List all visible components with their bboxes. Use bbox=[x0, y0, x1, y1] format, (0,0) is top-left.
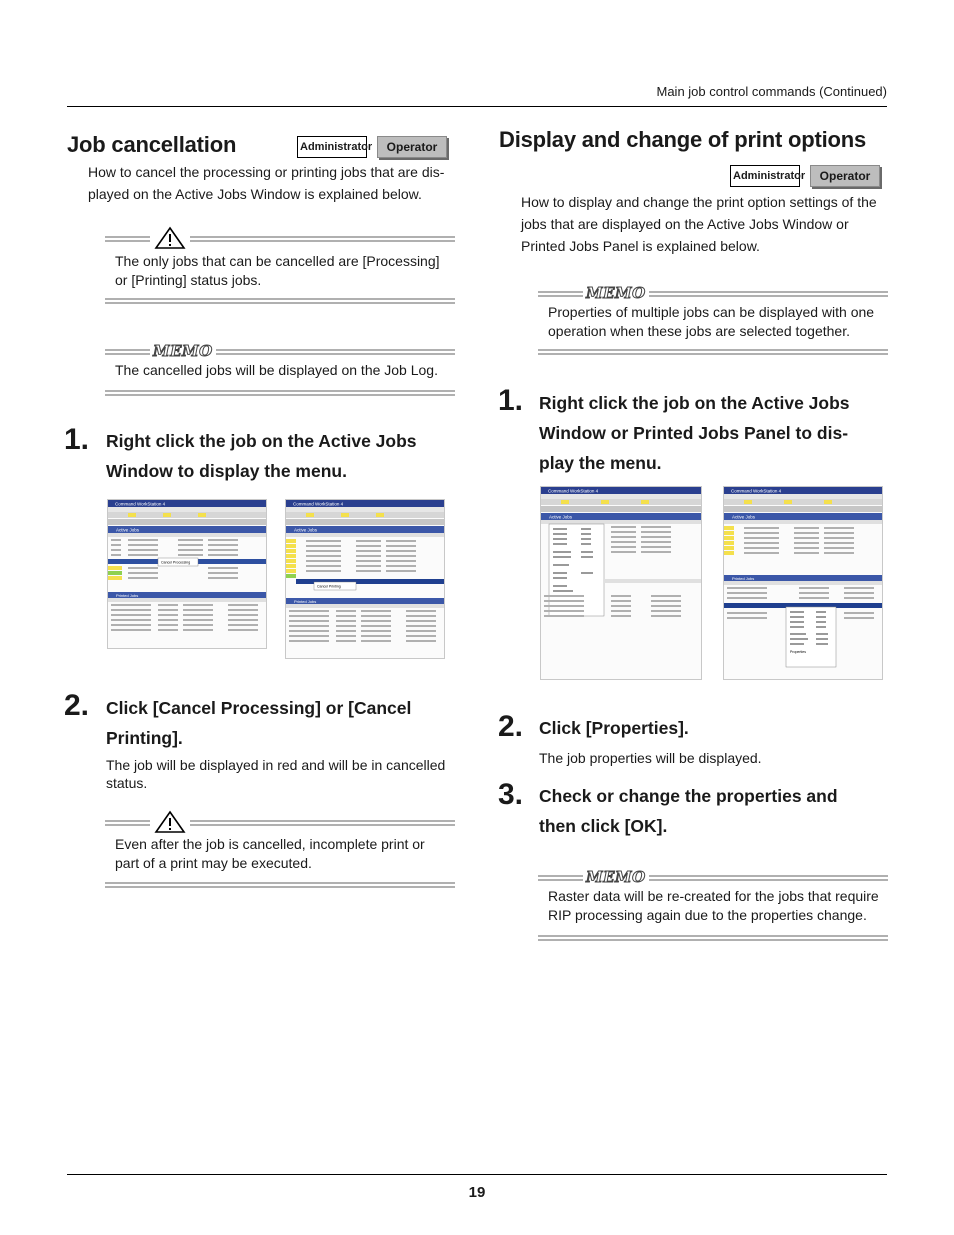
step-2-text: Click [Properties]. bbox=[539, 718, 689, 738]
step-number-3: 3. bbox=[498, 778, 524, 811]
caution-rule-bottom bbox=[105, 298, 455, 304]
memo-label: MEMO bbox=[583, 868, 649, 886]
caution-rule-right bbox=[190, 236, 455, 242]
svg-text:Active Jobs: Active Jobs bbox=[549, 514, 573, 520]
footer-rule bbox=[67, 1174, 887, 1175]
svg-text:Active Jobs: Active Jobs bbox=[732, 514, 756, 520]
svg-text:Printed Jobs: Printed Jobs bbox=[116, 592, 139, 598]
svg-text:Printed Jobs: Printed Jobs bbox=[732, 575, 755, 581]
page-number: 19 bbox=[468, 1184, 486, 1201]
screenshot-active-jobs-1 bbox=[107, 499, 267, 649]
svg-text:Command WorkStation 4: Command WorkStation 4 bbox=[548, 488, 599, 494]
caution-text-2: Even after the job is cancelled, incomplete print or part of a print may be executed. bbox=[115, 836, 425, 871]
step-2-text: Click [Cancel Processing] or [Cancel Printing]. bbox=[106, 698, 412, 748]
badge-operator: Operator bbox=[377, 136, 447, 158]
memo-rule-bottom bbox=[538, 935, 888, 941]
memo-text-1: Properties of multiple jobs can be displayed with one operation when these jobs are selected together. bbox=[548, 304, 875, 339]
step-1-text: Right click the job on the Active Jobs Window or Printed Jobs Panel to dis- play the menu. bbox=[539, 393, 850, 473]
caution-rule-left bbox=[105, 820, 150, 826]
step-number-2: 2. bbox=[498, 710, 524, 743]
screenshot-properties-menu-1 bbox=[540, 486, 702, 680]
warning-icon bbox=[153, 810, 187, 834]
step-2-description: The job will be displayed in red and will be in cancelled status. bbox=[106, 757, 446, 791]
svg-text:Printed Jobs: Printed Jobs bbox=[294, 598, 317, 604]
caution-rule-bottom bbox=[105, 882, 455, 888]
caution-rule-left bbox=[105, 236, 150, 242]
memo-rule-bottom bbox=[538, 349, 888, 355]
step-number-1: 1. bbox=[498, 384, 524, 417]
badge-administrator: Administrator bbox=[297, 136, 367, 158]
svg-text:Active Jobs: Active Jobs bbox=[294, 527, 318, 533]
badge-administrator: Administrator bbox=[730, 165, 800, 187]
memo-label: MEMO bbox=[150, 342, 216, 360]
svg-text:Active Jobs: Active Jobs bbox=[116, 527, 140, 533]
memo-text-1: The cancelled jobs will be displayed on the Job Log. bbox=[115, 362, 438, 378]
warning-icon bbox=[153, 226, 187, 250]
svg-text:Properties: Properties bbox=[790, 650, 806, 654]
step-number-2: 2. bbox=[64, 689, 90, 722]
step-number-1: 1. bbox=[64, 423, 90, 456]
svg-text:Command WorkStation 4: Command WorkStation 4 bbox=[731, 488, 782, 494]
caution-text-1: The only jobs that can be cancelled are [Processing] or [Printing] status jobs. bbox=[115, 253, 440, 288]
intro-text: How to cancel the processing or printing jobs that are dis- played on the Active Jobs Window is explained below. bbox=[88, 164, 445, 202]
badge-operator: Operator bbox=[810, 165, 880, 187]
svg-text:Command WorkStation 4: Command WorkStation 4 bbox=[115, 501, 166, 507]
memo-label: MEMO bbox=[583, 284, 649, 302]
section-title-job-cancellation: Job cancellation bbox=[67, 132, 237, 157]
memo-text-2: Raster data will be re-created for the jobs that require RIP processing again due to the properties change. bbox=[548, 888, 879, 923]
svg-text:Command WorkStation 4: Command WorkStation 4 bbox=[293, 501, 344, 507]
caution-rule-right bbox=[190, 820, 455, 826]
step-3-text: Check or change the properties and then click [OK]. bbox=[539, 786, 838, 836]
step-2-description: The job properties will be displayed. bbox=[539, 750, 762, 766]
running-header: Main job control commands (Continued) bbox=[656, 84, 887, 99]
memo-rule-bottom bbox=[105, 390, 455, 396]
section-title-print-options: Display and change of print options bbox=[499, 127, 867, 152]
header-rule bbox=[67, 106, 887, 107]
svg-text:Cancel Processing: Cancel Processing bbox=[161, 560, 191, 565]
step-1-text: Right click the job on the Active Jobs Window to display the menu. bbox=[106, 431, 417, 481]
screenshot-active-jobs-2 bbox=[285, 499, 445, 659]
intro-text: How to display and change the print option settings of the jobs that are displayed on the Active Jobs Window or Printed Jobs Panel is explained below. bbox=[521, 194, 877, 254]
screenshot-properties-menu-2 bbox=[723, 486, 883, 680]
svg-text:Cancel Printing: Cancel Printing bbox=[317, 584, 341, 589]
